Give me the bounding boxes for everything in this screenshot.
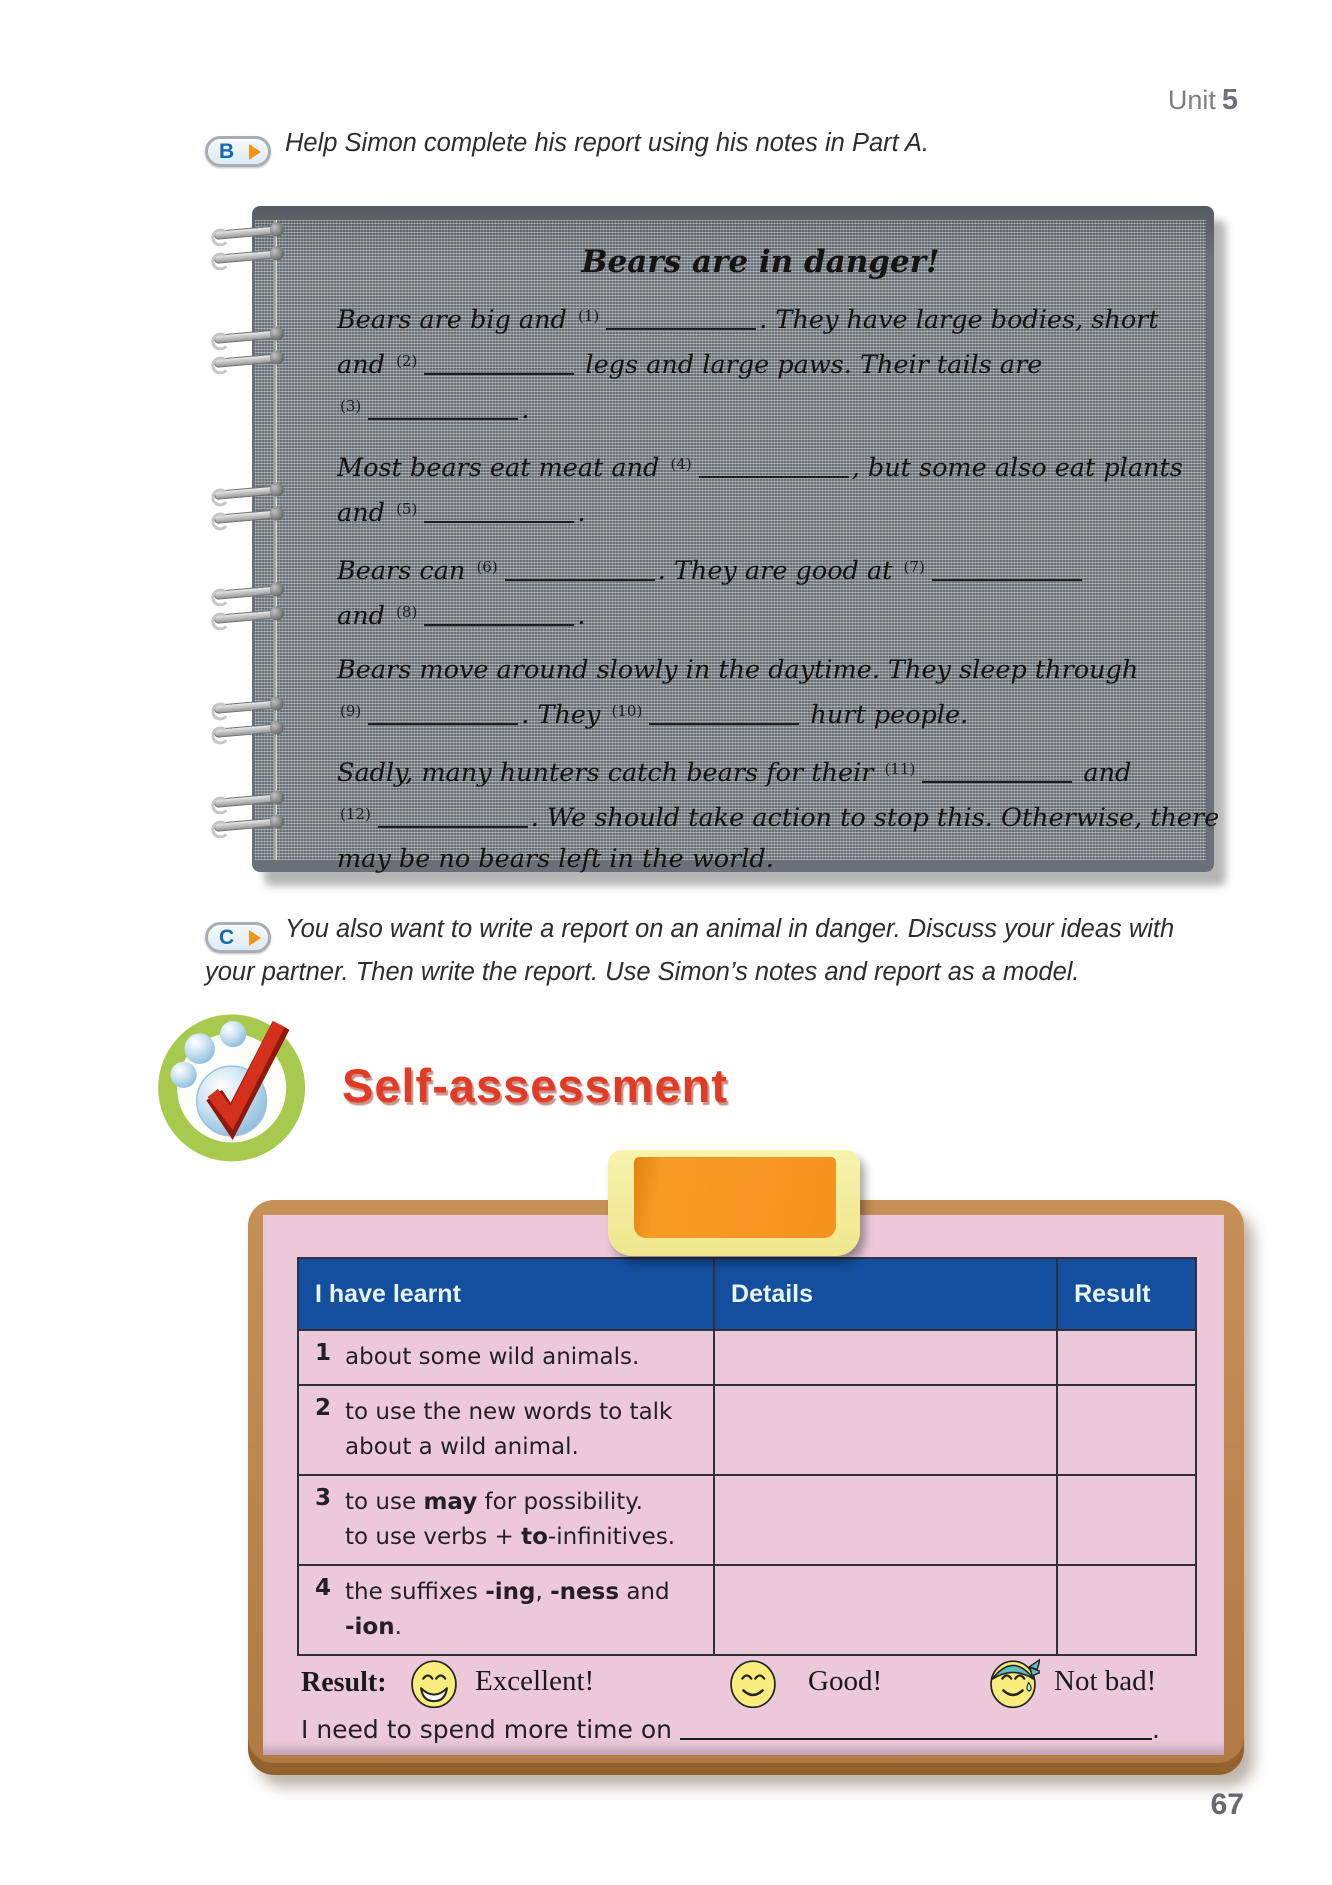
answer-blank[interactable] [340, 691, 518, 736]
self-assessment-title: Self-assessment [342, 1058, 728, 1112]
result-cell[interactable] [1057, 1565, 1196, 1655]
section-c-instruction: You also want to write a report on an animal in danger. Discuss your ideas with your partner. Then write the report. Use Simon’s notes and report as a model. [205, 915, 1175, 986]
answer-blank[interactable] [396, 592, 574, 637]
report-text: . They [521, 700, 609, 730]
report-text: , but some also eat plants [851, 453, 1183, 483]
table-row [298, 1330, 1196, 1385]
report-text: Bears can [337, 556, 474, 586]
answer-blank[interactable] [680, 1718, 1152, 1740]
report-text: . They have large bodies, short [759, 305, 1159, 335]
paw-check-icon [156, 1005, 316, 1165]
self-assessment-table [297, 1257, 1197, 1656]
self-assessment-board [248, 1200, 1244, 1775]
answer-blank[interactable] [904, 547, 1082, 592]
answer-blank[interactable] [885, 749, 1073, 794]
section-b-badge [205, 136, 271, 167]
clipboard-sheet [263, 1215, 1224, 1755]
smiley-good-icon [726, 1655, 780, 1709]
report-text: . They are good at [657, 556, 901, 586]
blank-number: (5) [396, 500, 418, 518]
report-text: hurt people. [802, 700, 969, 730]
report-text: . [577, 498, 586, 528]
table-row [298, 1385, 1196, 1475]
report-text: . We should take action to stop this. Otherwise, there [530, 803, 1220, 833]
section-b-instruction: Help Simon complete his report using his notes in Part A. [285, 129, 929, 157]
play-arrow-icon [249, 930, 261, 946]
learnt-cell [298, 1385, 714, 1475]
blank-number: (1) [577, 307, 600, 325]
details-cell[interactable] [714, 1565, 1057, 1655]
result-option-label: Not bad! [1054, 1665, 1157, 1697]
blank-number: (3) [340, 397, 362, 415]
report-text: legs and large paws. Their tails are [577, 350, 1043, 380]
report-text: Most bears eat meat and [337, 453, 668, 483]
col-header-learnt: I have learnt [298, 1258, 714, 1330]
report-text: . [577, 601, 586, 631]
smiley-notbad-icon [986, 1655, 1040, 1709]
section-c-badge [205, 922, 271, 953]
notebook-paper [255, 220, 1220, 874]
notebook [252, 206, 1220, 874]
details-cell[interactable] [714, 1475, 1057, 1565]
report-text: may be no bears left in the world. [337, 844, 774, 874]
answer-blank[interactable] [670, 444, 848, 489]
section-c [205, 910, 1195, 992]
details-cell[interactable] [714, 1385, 1057, 1475]
notebook-margin-line [274, 220, 276, 860]
section-b [205, 124, 1215, 167]
blank-number: (8) [396, 603, 418, 621]
result-label: Result: [301, 1667, 387, 1698]
report-text: . [521, 395, 530, 425]
learnt-text: about some wild animals. [345, 1344, 640, 1370]
blank-number: (2) [396, 352, 418, 370]
result-cell[interactable] [1057, 1330, 1196, 1385]
learnt-cell [298, 1475, 714, 1565]
unit-number: 5 [1221, 84, 1238, 116]
details-cell[interactable] [714, 1330, 1057, 1385]
answer-blank[interactable] [578, 296, 756, 341]
blank-number: (7) [903, 558, 925, 576]
period: . [1152, 1715, 1160, 1744]
report-text: and [337, 350, 394, 380]
result-option-label: Good! [808, 1665, 883, 1697]
smiley-excellent-icon [407, 1655, 461, 1709]
learnt-text: the suffixes -ing, -ness and -ion. [345, 1579, 670, 1640]
col-header-result: Result [1057, 1258, 1196, 1330]
row-number: 4 [315, 1575, 332, 1601]
row-number: 2 [315, 1395, 332, 1421]
result-cell[interactable] [1057, 1385, 1196, 1475]
blank-number: (9) [340, 702, 362, 720]
answer-blank[interactable] [396, 489, 574, 534]
need-more-time-line [301, 1715, 1194, 1744]
badge-letter: C [219, 926, 235, 949]
report-text: and [337, 498, 394, 528]
blank-number: (6) [476, 558, 498, 576]
self-assessment-header [156, 1005, 728, 1165]
answer-blank[interactable] [340, 386, 518, 431]
report-body [337, 296, 1220, 880]
blank-number: (12) [340, 805, 371, 823]
report-text: and [1075, 758, 1132, 788]
table-row [298, 1475, 1196, 1565]
report-title: Bears are in danger! [581, 244, 940, 280]
table-row [298, 1565, 1196, 1655]
col-header-details: Details [714, 1258, 1057, 1330]
row-number: 1 [315, 1340, 332, 1366]
page-number: 67 [1210, 1788, 1244, 1821]
unit-header [1168, 84, 1238, 117]
answer-blank[interactable] [396, 341, 574, 386]
answer-blank[interactable] [476, 547, 654, 592]
answer-blank[interactable] [340, 794, 528, 839]
learnt-cell [298, 1330, 714, 1385]
clipboard-clip [608, 1150, 860, 1256]
report-text: Bears are big and [337, 305, 575, 335]
report-text: Bears move around slowly in the daytime. They sleep through [337, 655, 1139, 685]
play-arrow-icon [249, 144, 261, 160]
need-more-time-text: I need to spend more time on [301, 1715, 672, 1744]
learnt-cell [298, 1565, 714, 1655]
report-text: Sadly, many hunters catch bears for their [337, 758, 882, 788]
blank-number: (10) [611, 702, 643, 720]
unit-label: Unit [1167, 85, 1216, 115]
learnt-text: to use may for possibility. to use verbs + to-infinitives. [345, 1489, 676, 1550]
blank-number: (4) [670, 455, 692, 473]
row-number: 3 [315, 1485, 332, 1511]
result-row [263, 1655, 1224, 1713]
answer-blank[interactable] [612, 691, 800, 736]
learnt-text: to use the new words to talk about a wild animal. [345, 1399, 673, 1460]
result-option-label: Excellent! [475, 1665, 595, 1697]
report-text: and [337, 601, 394, 631]
badge-letter: B [219, 140, 235, 163]
result-cell[interactable] [1057, 1475, 1196, 1565]
blank-number: (11) [884, 760, 916, 778]
